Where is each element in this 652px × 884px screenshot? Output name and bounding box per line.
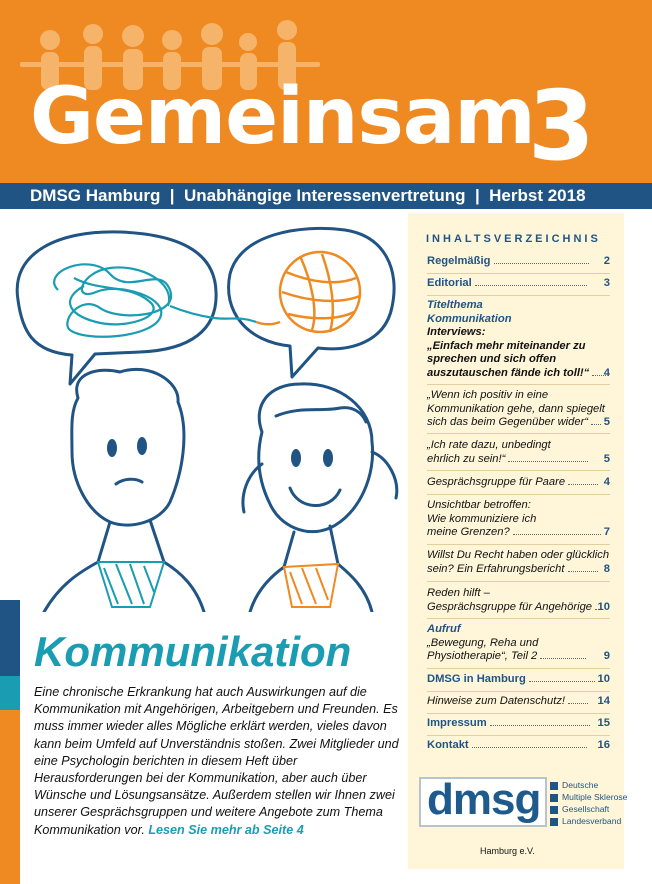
toc-entry-interview-2[interactable] xyxy=(427,389,610,430)
toc-entry-reden[interactable] xyxy=(427,587,610,614)
toc-line: Wie kommuniziere ich xyxy=(427,512,537,525)
main-heading: Kommunikation xyxy=(34,628,352,675)
toc-page-number: 4 xyxy=(603,476,610,488)
logo-org-name xyxy=(550,780,627,828)
leader-dots xyxy=(568,563,598,572)
logo-line: Landesverband xyxy=(550,816,627,827)
toc-line: „Einfach mehr miteinander zu xyxy=(427,339,586,352)
logo-line: Deutsche xyxy=(550,780,627,791)
toc-page-number: 16 xyxy=(597,739,610,751)
leader-dots xyxy=(529,673,595,682)
toc-line: sich das beim Gegenüber wider“ xyxy=(427,416,589,428)
toc-entry-label: Editorial xyxy=(427,277,472,289)
toc-line: „Wenn ich positiv in eine xyxy=(427,389,549,401)
toc-entry-label: Kontakt xyxy=(427,739,469,751)
toc-entry-interview-3[interactable] xyxy=(427,439,610,466)
toc-line: ehrlich zu sein!“ xyxy=(427,452,506,465)
toc-divider xyxy=(427,691,610,692)
toc-page-number: 10 xyxy=(597,673,610,685)
intro-text: Eine chronische Erkrankung hat auch Auswirkungen auf die Kommunikation mit Angehörigen, Arbeitgebern und Freunden. Es muss immer wieder alles Mögliche erklärt werden, vieles davon kann beim Umfeld auf Unverständnis stoßen. Zwei Mitglieder und eine Psychologin berichten in diesem Heft über Herausforderungen bei der Kommunikation, aber auch über Wünsche und Lösungsansätze. Außerdem stellen wir Ihnen zwei unserer Gesprächsgruppen und weitere Angebote zum Thema Kommunikation vor. xyxy=(34,685,399,837)
toc-entry-impressum[interactable] xyxy=(427,717,610,731)
toc-entry-label: Impressum xyxy=(427,717,487,729)
toc-divider xyxy=(427,470,610,471)
toc-entry-datenschutz[interactable] xyxy=(427,695,610,709)
intro-paragraph xyxy=(34,684,404,839)
toc-entry-regelmaessig[interactable] xyxy=(427,255,610,269)
leader-dots xyxy=(472,739,587,748)
toc-divider xyxy=(427,668,610,669)
leader-dots xyxy=(508,453,588,462)
toc-entry-label: Regelmäßig xyxy=(427,255,491,267)
toc-line: Physiotherapie“, Teil 2 xyxy=(427,650,538,662)
leader-dots xyxy=(568,476,598,485)
leader-dots xyxy=(475,277,587,286)
toc-line: auszutauschen fände ich toll!“ xyxy=(427,366,590,379)
toc-line: Willst Du Recht haben oder glücklich xyxy=(427,549,610,561)
toc-line: „Ich rate dazu, unbedingt xyxy=(427,439,551,451)
toc-heading: INHALTSVERZEICHNIS xyxy=(426,233,601,245)
toc-entry-paare[interactable] xyxy=(427,476,610,490)
dmsg-logo xyxy=(419,777,547,827)
toc-divider xyxy=(427,581,610,582)
toc-line: sein? Ein Erfahrungsbericht xyxy=(427,562,565,575)
toc-entry-unsichtbar[interactable] xyxy=(427,499,610,540)
toc-page-number: 5 xyxy=(603,452,610,465)
logo-line: Multiple Sklerose xyxy=(550,792,627,803)
table-of-contents xyxy=(408,213,624,869)
toc-section-label: Titelthema xyxy=(427,299,483,311)
toc-entry-label: Hinweise zum Datenschutz! xyxy=(427,695,566,707)
toc-line: Interviews: xyxy=(427,326,486,338)
toc-page-number: 7 xyxy=(603,526,610,538)
toc-line: Gesprächsgruppe für Angehörige xyxy=(427,600,593,613)
toc-divider xyxy=(427,494,610,495)
toc-line: sprechen und sich offen xyxy=(427,353,557,365)
leader-dots xyxy=(540,650,586,659)
toc-divider xyxy=(427,384,610,385)
toc-line: „Bewegung, Reha und xyxy=(427,636,539,649)
toc-page-number: 15 xyxy=(597,717,610,729)
read-more-link[interactable]: Lesen Sie mehr ab Seite 4 xyxy=(148,822,304,837)
logo-city: Hamburg e.V. xyxy=(480,846,535,856)
toc-divider xyxy=(427,544,610,545)
leader-dots xyxy=(494,255,589,264)
toc-page-number: 14 xyxy=(597,695,610,707)
toc-entry-aufruf[interactable] xyxy=(427,623,610,664)
toc-line: meine Grenzen? xyxy=(427,526,510,538)
toc-entry-kontakt[interactable] xyxy=(427,739,610,753)
issue-number: 3 xyxy=(528,70,595,182)
toc-entry-dmsg-hamburg[interactable] xyxy=(427,673,610,687)
toc-page-number: 8 xyxy=(603,562,610,575)
leader-dots xyxy=(591,416,601,425)
magazine-title: Gemeinsam xyxy=(30,72,535,162)
logo-line: Gesellschaft xyxy=(550,804,627,815)
toc-page-number: 9 xyxy=(603,650,610,662)
toc-entry-titelthema[interactable] xyxy=(427,299,610,380)
left-stripe-orange xyxy=(0,710,20,884)
toc-line: Unsichtbar betroffen: xyxy=(427,499,531,511)
toc-line: Reden hilft – xyxy=(427,587,490,599)
toc-section-label: Aufruf xyxy=(427,623,461,635)
toc-divider xyxy=(427,713,610,714)
toc-entry-label: Gesprächsgruppe für Paare xyxy=(427,476,566,488)
toc-topic-label: Kommunikation xyxy=(427,312,512,325)
communication-illustration xyxy=(0,212,400,612)
toc-page-number: 3 xyxy=(603,277,610,289)
toc-divider xyxy=(427,735,610,736)
logo-text: dmsg xyxy=(427,775,541,824)
toc-entry-editorial[interactable] xyxy=(427,277,610,291)
leader-dots xyxy=(490,717,590,726)
toc-line: Kommunikation gehe, dann spiegelt xyxy=(427,402,605,415)
toc-divider xyxy=(427,618,610,619)
toc-divider xyxy=(427,295,610,296)
header-banner xyxy=(0,0,652,183)
left-stripe-teal xyxy=(0,676,20,710)
toc-page-number: 4 xyxy=(603,366,610,379)
subtitle: DMSG Hamburg | Unabhängige Interessenvertretung | Herbst 2018 xyxy=(30,186,586,205)
toc-entry-label: DMSG in Hamburg xyxy=(427,673,526,685)
toc-page-number: 5 xyxy=(603,416,610,428)
leader-dots xyxy=(568,695,588,704)
toc-page-number: 2 xyxy=(603,255,610,267)
toc-entry-recht[interactable] xyxy=(427,549,610,576)
leader-dots xyxy=(513,526,601,535)
toc-divider xyxy=(427,273,610,274)
toc-divider xyxy=(427,433,610,434)
toc-page-number: 10 xyxy=(597,600,610,613)
